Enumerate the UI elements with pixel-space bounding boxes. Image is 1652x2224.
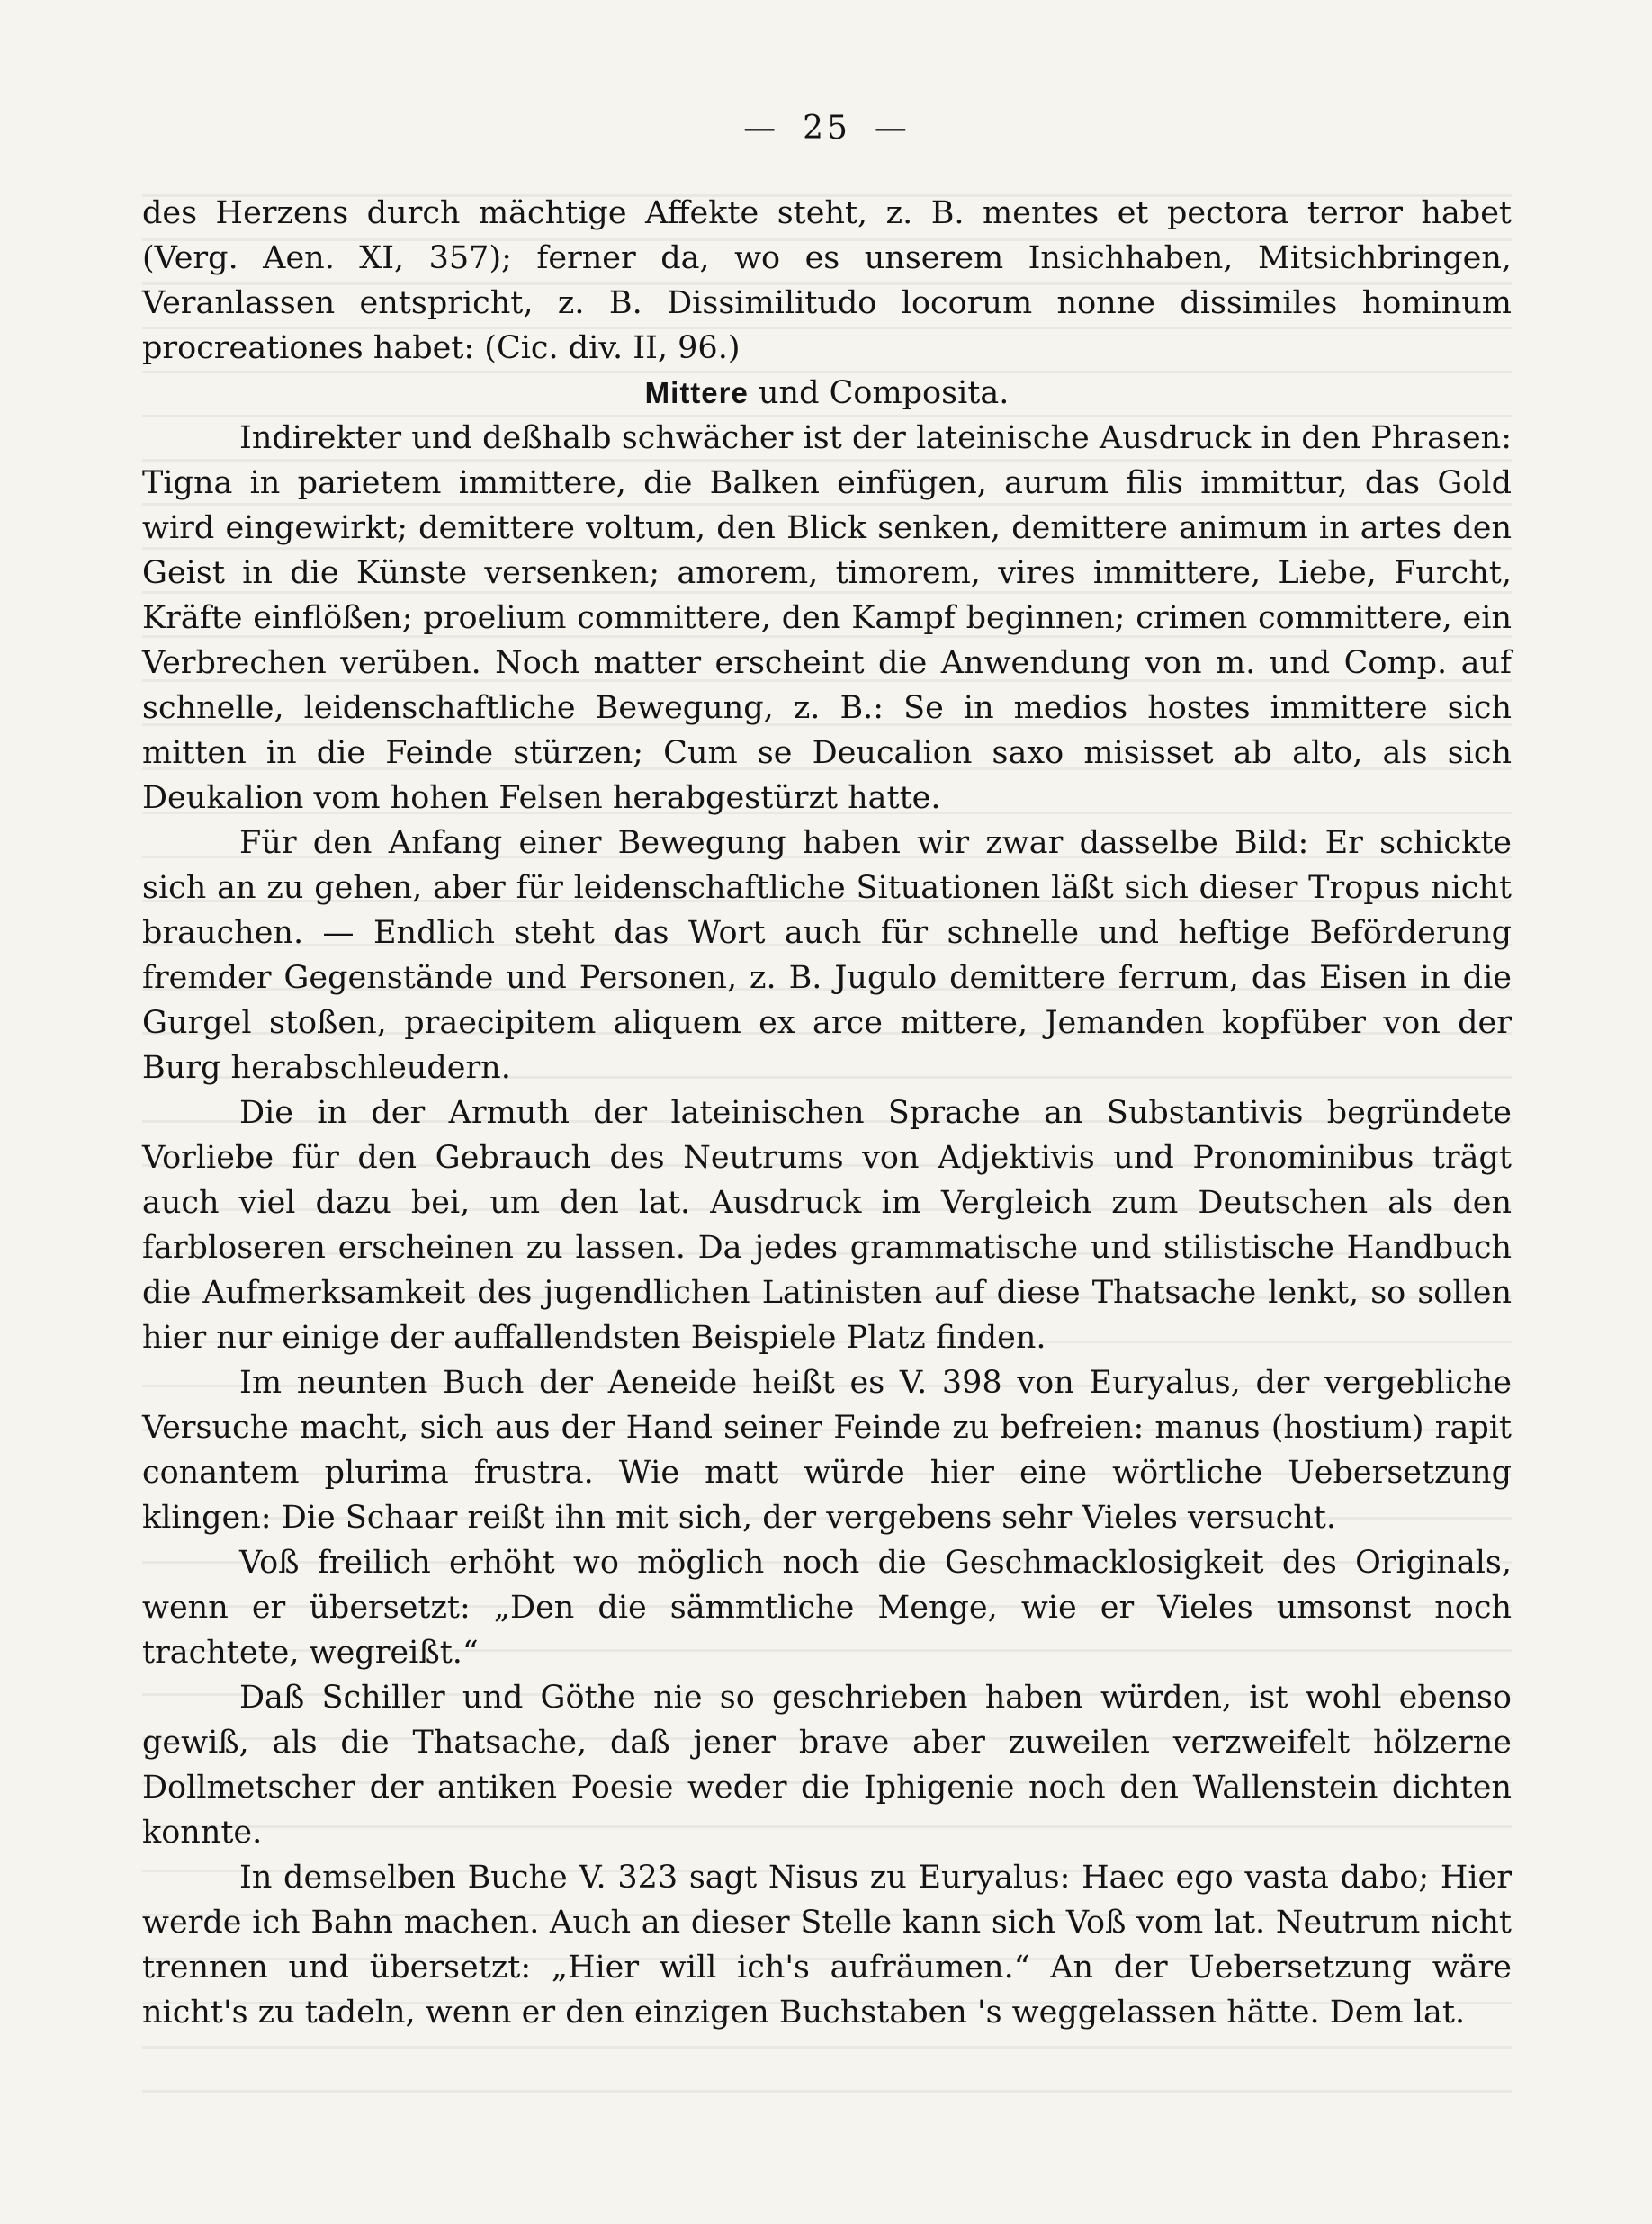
section-heading-bold: Mittere xyxy=(644,376,749,409)
paragraph: Für den Anfang einer Bewegung haben wir zwar dasselbe Bild: Er schickte sich an zu gehen, aber für leidenschaftliche Situationen läßt sich dieser Tropus nicht brauchen. — Endlich steht das Wort auch für schnelle und heftige Beförderung fremder Gegenstände und Personen, z. B. Jugulo demittere ferrum, das Eisen in die Gurgel stoßen, praecipitem aliquem ex arce mittere, Jemanden kopfüber von der Burg herabschleudern. xyxy=(142,825,1512,1086)
paragraph: Daß Schiller und Göthe nie so geschrieben haben würden, ist wohl ebenso gewiß, als die Thatsache, daß jener brave aber zuweilen verzweifelt hölzerne Dollmetscher der antiken Poesie weder die Iphigenie noch den Wallenstein dichten konnte. xyxy=(142,1680,1512,1851)
page-number-value: 25 xyxy=(803,110,851,147)
section-heading xyxy=(142,371,1512,416)
paragraph: Voß freilich erhöht wo möglich noch die Geschmacklosigkeit des Originals, wenn er übersetzt: „Den die sämmtliche Menge, wie er Vieles umsonst noch trachtete, wegreißt.“ xyxy=(142,1545,1512,1671)
page-number-dash-left: — xyxy=(743,110,780,147)
paragraph: Im neunten Buch der Aeneide heißt es V. 398 von Euryalus, der vergebliche Versuche macht, sich aus der Hand seiner Feinde zu befreien: manus (hostium) rapit conantem plurima frustra. Wie matt würde hier eine wörtliche Uebersetzung klingen: Die Schaar reißt ihn mit sich, der vergebens sehr Vieles versucht. xyxy=(142,1365,1512,1536)
paragraph-continued: des Herzens durch mächtige Affekte steht, z. B. mentes et pectora terror habet (Verg. Aen. XI, 357); ferner da, wo es unserem Insichhaben, Mitsichbringen, Veranlassen entspricht, z. B. Dissimilitudo locorum nonne dissimiles hominum procreationes habet: (Cic. div. II, 96.) xyxy=(142,195,1512,366)
paragraph: Die in der Armuth der lateinischen Sprache an Substantivis begründete Vorliebe für den Gebrauch des Neutrums von Adjektivis und Pronominibus trägt auch viel dazu bei, um den lat. Ausdruck im Vergleich zum Deutschen als den farbloseren erscheinen zu lassen. Da jedes grammatische und stilistische Handbuch die Aufmerksamkeit des jugendlichen Latinisten auf diese Thatsache lenkt, so sollen hier nur einige der auffallendsten Beispiele Platz finden. xyxy=(142,1095,1512,1356)
section-heading-rest: und Composita. xyxy=(758,375,1010,411)
paragraph: Indirekter und deßhalb schwächer ist der lateinische Ausdruck in den Phrasen: Tigna in parietem immittere, die Balken einfügen, aurum filis immittur, das Gold wird eingewirkt; demittere voltum, den Blick senken, demittere animum in artes den Geist in die Künste versenken; amorem, timorem, vires immittere, Liebe, Furcht, Kräfte einflößen; proelium committere, den Kampf beginnen; crimen committere, ein Verbrechen verüben. Noch matter erscheint die Anwendung von m. und Comp. auf schnelle, leidenschaftliche Bewegung, z. B.: Se in medios hostes immittere sich mitten in die Feinde stürzen; Cum se Deucalion saxo misisset ab alto, als sich Deukalion vom hohen Felsen herabgestürzt hatte. xyxy=(142,420,1512,816)
body-text xyxy=(142,191,1512,2035)
page-number-dash-right: — xyxy=(874,110,911,147)
page-number xyxy=(142,106,1512,151)
paragraph: In demselben Buche V. 323 sagt Nisus zu Euryalus: Haec ego vasta dabo; Hier werde ich Bahn machen. Auch an dieser Stelle kann sich Voß vom lat. Neutrum nicht trennen und übersetzt: „Hier will ich's aufräumen.“ An der Uebersetzung wäre nicht's zu tadeln, wenn er den einzigen Buchstaben 's weggelassen hätte. Dem lat. xyxy=(142,1860,1512,2031)
